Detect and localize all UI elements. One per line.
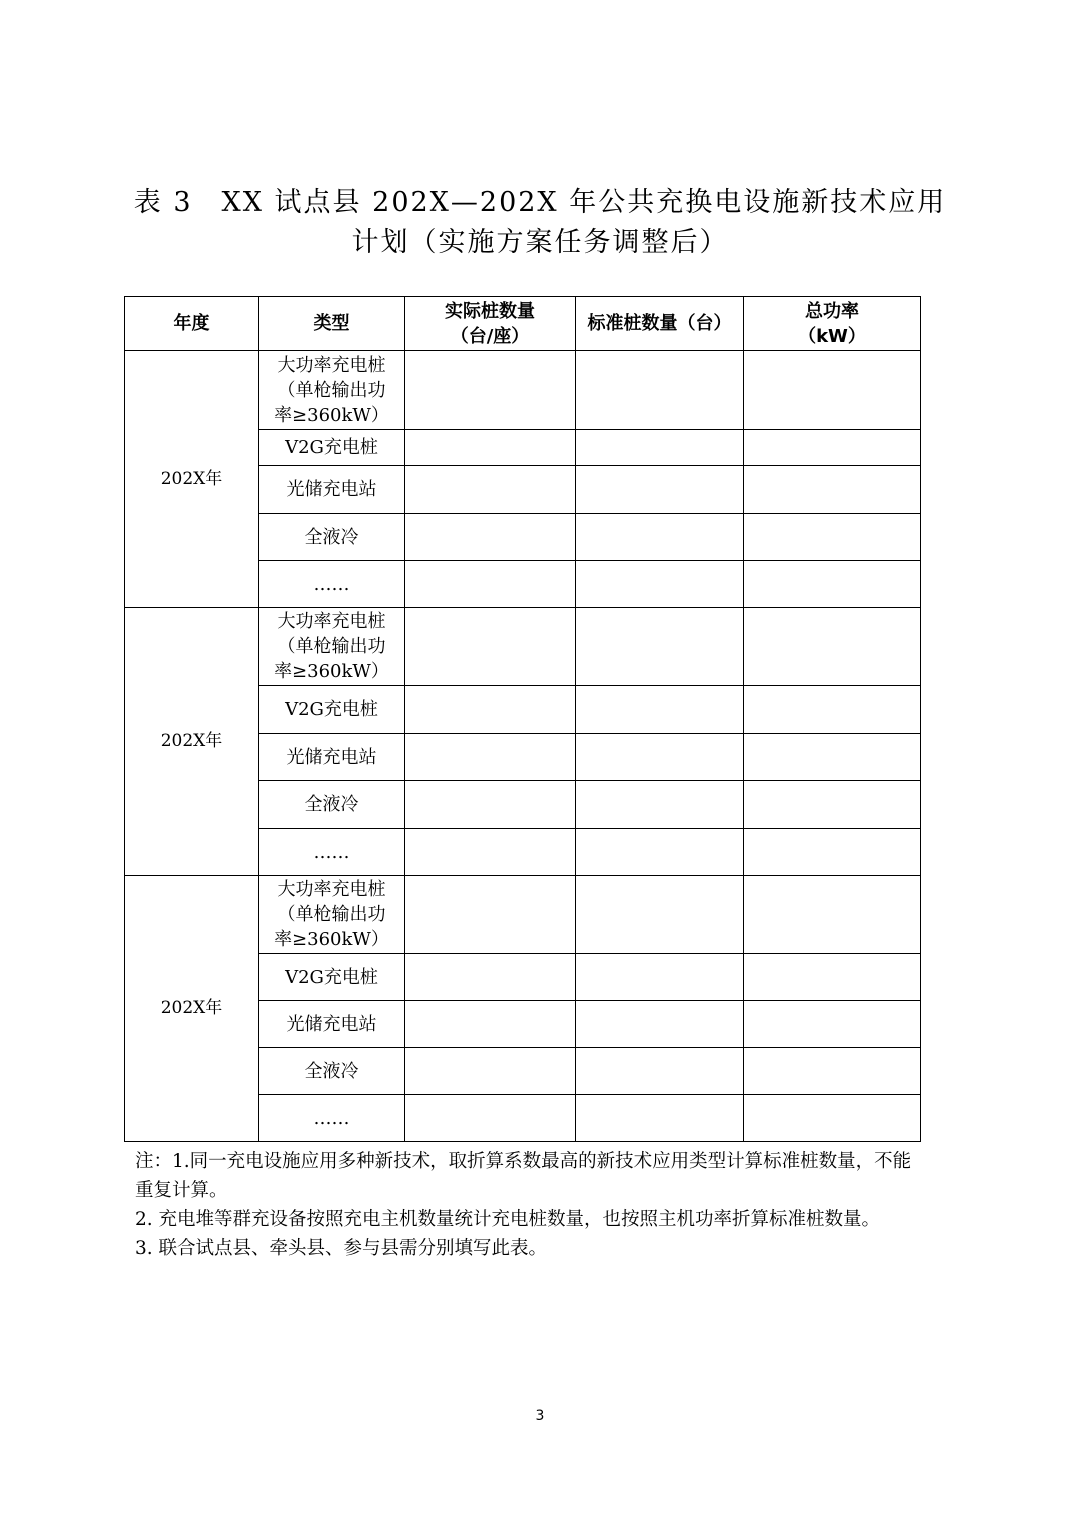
type-cell	[259, 876, 405, 954]
header-total-power	[744, 297, 921, 351]
total-power-cell[interactable]	[744, 466, 921, 514]
type-cell-line: 光储充电站	[286, 1013, 377, 1035]
total-power-cell[interactable]	[744, 1001, 921, 1048]
type-cell-line: （单枪输出功	[277, 904, 386, 925]
header-year: 年度	[125, 297, 259, 351]
type-cell	[259, 1095, 405, 1142]
table-notes	[135, 1147, 920, 1263]
actual-count-cell[interactable]	[405, 430, 576, 466]
actual-count-cell[interactable]	[405, 1048, 576, 1095]
type-cell-line: 大功率充电桩	[277, 879, 386, 900]
table-row	[125, 351, 921, 430]
type-cell-line: V2G充电桩	[285, 966, 378, 988]
actual-count-cell[interactable]	[405, 514, 576, 561]
standard-count-cell[interactable]	[576, 466, 744, 514]
type-cell	[259, 954, 405, 1001]
header-total-power-line2: （kW）	[798, 325, 866, 347]
note-3: 3. 联合试点县、牵头县、参与县需分别填写此表。	[135, 1238, 548, 1259]
table-row	[125, 876, 921, 954]
table-title-line1: 表 3 XX 试点县 202X—202X 年公共充换电设施新技术应用	[133, 187, 947, 218]
standard-count-cell[interactable]	[576, 430, 744, 466]
type-cell-line: ……	[313, 841, 350, 863]
total-power-cell[interactable]	[744, 1095, 921, 1142]
type-cell	[259, 829, 405, 876]
total-power-cell[interactable]	[744, 608, 921, 686]
type-cell-line: V2G充电桩	[285, 437, 378, 458]
total-power-cell[interactable]	[744, 781, 921, 829]
page-number: 3	[535, 1408, 545, 1424]
type-cell-line: 全液冷	[304, 794, 359, 815]
standard-count-cell[interactable]	[576, 514, 744, 561]
actual-count-cell[interactable]	[405, 1001, 576, 1048]
actual-count-cell[interactable]	[405, 734, 576, 781]
total-power-cell[interactable]	[744, 1048, 921, 1095]
type-cell	[259, 734, 405, 781]
type-cell-line: 率≥360kW）	[274, 661, 389, 682]
standard-count-cell[interactable]	[576, 781, 744, 829]
header-standard-count: 标准桩数量（台）	[576, 297, 744, 351]
actual-count-cell[interactable]	[405, 686, 576, 734]
actual-count-cell[interactable]	[405, 1095, 576, 1142]
total-power-cell[interactable]	[744, 514, 921, 561]
type-cell	[259, 430, 405, 466]
header-actual-count-line2: （台/座）	[450, 325, 530, 347]
type-cell	[259, 686, 405, 734]
actual-count-cell[interactable]	[405, 466, 576, 514]
actual-count-cell[interactable]	[405, 954, 576, 1001]
actual-count-cell[interactable]	[405, 876, 576, 954]
header-actual-count	[405, 297, 576, 351]
standard-count-cell[interactable]	[576, 734, 744, 781]
type-cell-line: 光储充电站	[286, 479, 377, 500]
standard-count-cell[interactable]	[576, 1095, 744, 1142]
total-power-cell[interactable]	[744, 430, 921, 466]
type-cell-line: V2G充电桩	[285, 699, 378, 720]
actual-count-cell[interactable]	[405, 351, 576, 430]
total-power-cell[interactable]	[744, 829, 921, 876]
type-cell-line: 率≥360kW）	[274, 929, 389, 950]
type-cell	[259, 561, 405, 608]
standard-count-cell[interactable]	[576, 561, 744, 608]
total-power-cell[interactable]	[744, 954, 921, 1001]
type-cell	[259, 781, 405, 829]
header-total-power-line1: 总功率	[805, 300, 859, 322]
standard-count-cell[interactable]	[576, 829, 744, 876]
standard-count-cell[interactable]	[576, 876, 744, 954]
actual-count-cell[interactable]	[405, 781, 576, 829]
type-cell-line: ……	[313, 1107, 350, 1129]
type-cell	[259, 608, 405, 686]
year-cell: 202X年	[125, 608, 259, 876]
plan-table-body	[125, 351, 921, 1142]
type-cell-line: （单枪输出功	[277, 636, 386, 657]
type-cell-line: 全液冷	[304, 1060, 359, 1082]
type-cell-line: ……	[313, 573, 350, 595]
total-power-cell[interactable]	[744, 734, 921, 781]
standard-count-cell[interactable]	[576, 608, 744, 686]
total-power-cell[interactable]	[744, 686, 921, 734]
total-power-cell[interactable]	[744, 876, 921, 954]
year-cell: 202X年	[125, 351, 259, 608]
standard-count-cell[interactable]	[576, 1048, 744, 1095]
table-title-line2: 计划（实施方案任务调整后）	[351, 227, 729, 258]
actual-count-cell[interactable]	[405, 561, 576, 608]
type-cell-line: 全液冷	[304, 526, 359, 548]
header-actual-count-line1: 实际桩数量	[445, 300, 535, 322]
type-cell-line: 大功率充电桩	[277, 611, 386, 632]
type-cell	[259, 1001, 405, 1048]
standard-count-cell[interactable]	[576, 954, 744, 1001]
type-cell	[259, 514, 405, 561]
type-cell	[259, 1048, 405, 1095]
type-cell-line: （单枪输出功	[277, 379, 386, 401]
year-cell: 202X年	[125, 876, 259, 1142]
actual-count-cell[interactable]	[405, 829, 576, 876]
type-cell	[259, 466, 405, 514]
header-type: 类型	[259, 297, 405, 351]
type-cell-line: 率≥360kW）	[274, 404, 389, 426]
type-cell-line: 大功率充电桩	[277, 354, 386, 376]
note-1: 注：1.同一充电设施应用多种新技术，取折算系数最高的新技术应用类型计算标准桩数量，不能重复计算。	[135, 1151, 912, 1201]
total-power-cell[interactable]	[744, 561, 921, 608]
standard-count-cell[interactable]	[576, 686, 744, 734]
standard-count-cell[interactable]	[576, 351, 744, 430]
type-cell	[259, 351, 405, 430]
actual-count-cell[interactable]	[405, 608, 576, 686]
type-cell-line: 光储充电站	[286, 746, 377, 768]
plan-table	[124, 296, 921, 1142]
standard-count-cell[interactable]	[576, 1001, 744, 1048]
note-2: 2. 充电堆等群充设备按照充电主机数量统计充电桩数量，也按照主机功率折算标准桩数量。	[135, 1209, 881, 1230]
total-power-cell[interactable]	[744, 351, 921, 430]
table-row	[125, 608, 921, 686]
